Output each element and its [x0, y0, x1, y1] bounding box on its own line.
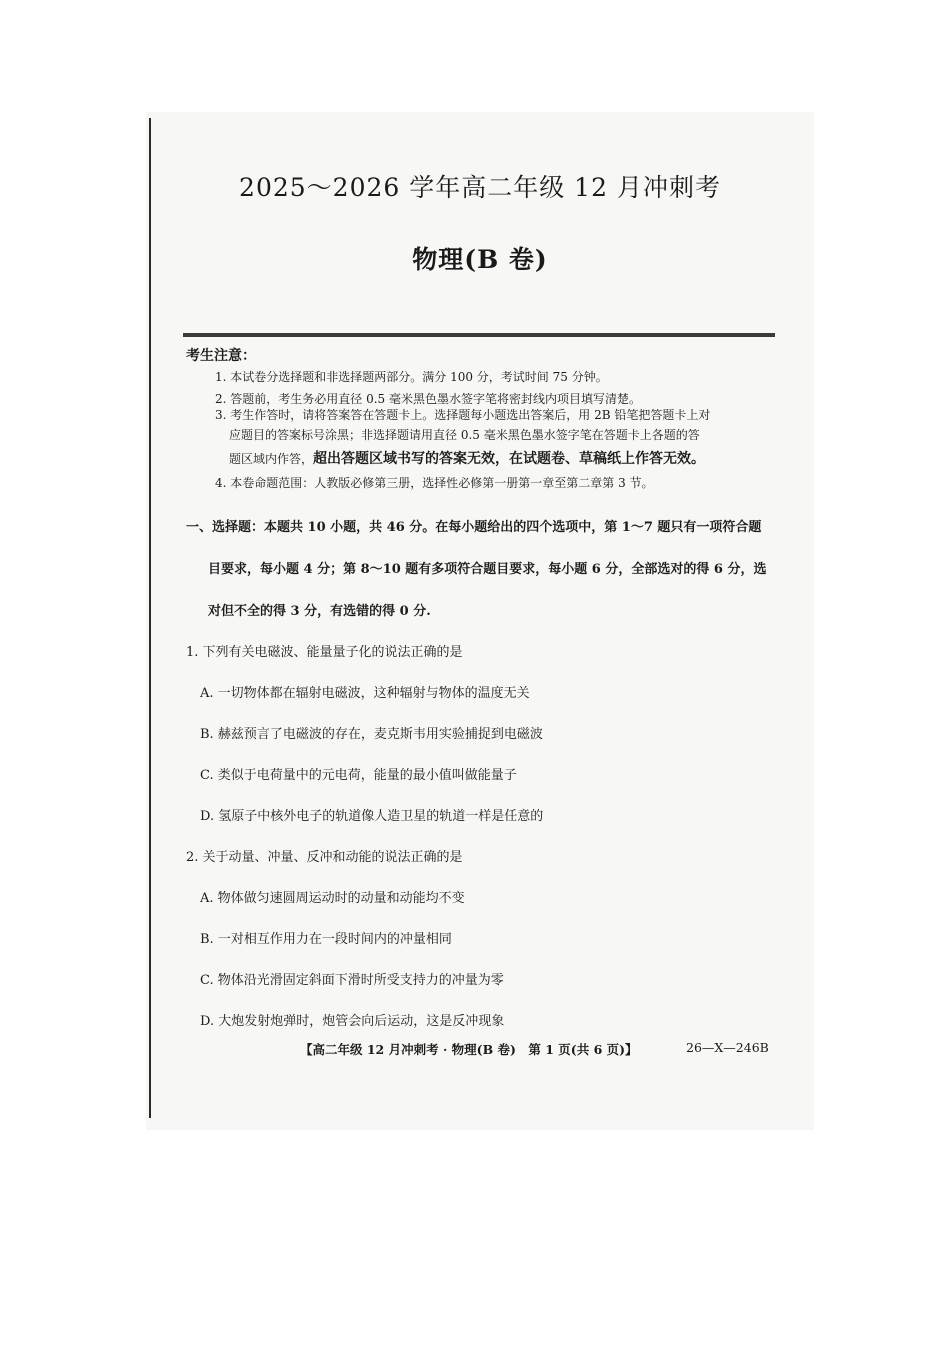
section-instruction: 目要求，每小题 4 分；第 8～10 题有多项符合题目要求，每小题 6 分，全部选对的得 6 分，选	[208, 562, 767, 577]
answer-option: B. 赫兹预言了电磁波的存在，麦克斯韦用实验捕捉到电磁波	[200, 727, 543, 742]
answer-option: D. 氢原子中核外电子的轨道像人造卫星的轨道一样是任意的	[200, 809, 544, 824]
exam-title: 2025～2026 学年高二年级 12 月冲刺考	[239, 173, 721, 202]
answer-option: B. 一对相互作用力在一段时间内的冲量相同	[200, 932, 452, 947]
answer-option: A. 一切物体都在辐射电磁波，这种辐射与物体的温度无关	[200, 686, 530, 701]
notice-item: 题区域内作答，	[229, 452, 314, 466]
notice-item: 4. 本卷命题范围：人教版必修第三册，选择性必修第一册第一章至第二章第 3 节。	[215, 476, 654, 490]
exam-subtitle: 物理(B 卷)	[412, 245, 548, 274]
answer-option: A. 物体做匀速圆周运动时的动量和动能均不变	[200, 891, 465, 906]
question-stem: 1. 下列有关电磁波、能量量子化的说法正确的是	[186, 645, 463, 660]
notice-heading: 考生注意：	[186, 348, 256, 364]
page-footer: 【高二年级 12 月冲刺考 · 物理(B 卷) 第 1 页(共 6 页)】	[300, 1042, 638, 1057]
exam-code: 26—X—246B	[686, 1040, 769, 1055]
notice-item: 3. 考生作答时，请将答案答在答题卡上。选择题每小题选出答案后，用 2B 铅笔把答题卡上对	[215, 408, 711, 422]
notice-emphasis: 超出答题区域书写的答案无效，在试题卷、草稿纸上作答无效。	[313, 451, 706, 467]
section-instruction: 对但不全的得 3 分，有选错的得 0 分.	[208, 604, 431, 619]
header-divider	[183, 333, 775, 337]
section-instruction: 一、选择题：本题共 10 小题，共 46 分。在每小题给出的四个选项中，第 1～7 题只有一项符合题	[186, 520, 762, 535]
answer-option: C. 物体沿光滑固定斜面下滑时所受支持力的冲量为零	[200, 973, 504, 988]
question-stem: 2. 关于动量、冲量、反冲和动能的说法正确的是	[186, 850, 463, 865]
notice-item: 应题目的答案标号涂黑；非选择题请用直径 0.5 毫米黑色墨水签字笔在答题卡上各题的答	[229, 428, 700, 442]
notice-item: 2. 答题前，考生务必用直径 0.5 毫米黑色墨水签字笔将密封线内项目填写清楚。	[215, 392, 641, 406]
answer-option: C. 类似于电荷量中的元电荷，能量的最小值叫做能量子	[200, 768, 517, 783]
notice-item-line	[229, 448, 705, 468]
notice-item: 1. 本试卷分选择题和非选择题两部分。满分 100 分，考试时间 75 分钟。	[215, 370, 608, 384]
binding-line	[149, 118, 151, 1118]
answer-option: D. 大炮发射炮弹时，炮管会向后运动，这是反冲现象	[200, 1014, 505, 1029]
